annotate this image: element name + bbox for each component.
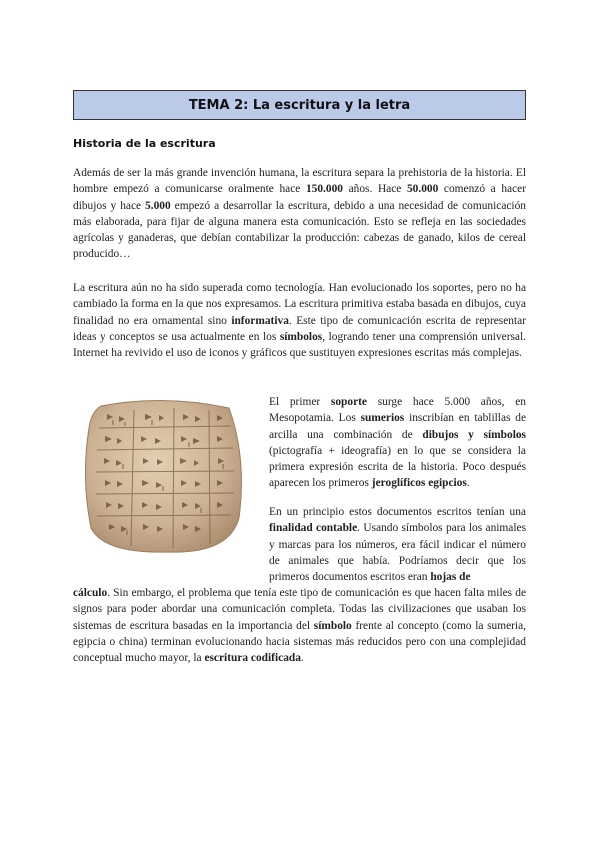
p1-bold-2: 50.000 <box>406 183 439 196</box>
p1-text-a: Además de ser la más grande invención humana, la escritura separa la prehistoria de la historia. El hombre empezó a comunicarse oralmente hace <box>73 167 526 196</box>
p5-text-d: . <box>300 652 304 665</box>
cuneiform-tablet-image <box>79 398 249 556</box>
p4-text-a: En un principio estos documentos escritos tenían una <box>269 506 526 518</box>
paragraph-2 <box>73 280 526 361</box>
paragraph-3 <box>269 394 526 492</box>
p2-bold-1: informativa <box>231 314 289 327</box>
p4-bold-1: finalidad contable <box>269 522 358 535</box>
p1-text-e: empezó a desarrollar la escritura, debido a una necesidad de comunicación más elaborada, para fijar de alguna manera esta comunicación. Esto se refleja en las sociedades agrícolas y ganaderas, que debían contabilizar la producción: cabezas de ganado, kilos de cereal producido… <box>73 199 526 261</box>
p3-text-a: El primer <box>269 396 331 408</box>
p5-text-a: . Sin embargo, el problema que tenía este tipo de comunicación es que hacen falta miles de signos para poder abordar una comunicación completa. Todas las civilizaciones que usaban los sistemas de escritura basadas en la importancia del <box>73 587 526 632</box>
section-heading: Historia de la escritura <box>73 137 216 150</box>
p5-bold-2: símbolo <box>313 619 352 632</box>
p4-bold-2: hojas de <box>430 571 471 584</box>
p2-bold-2: símbolos <box>279 330 323 343</box>
p1-bold-1: 150.000 <box>305 183 343 196</box>
p5-bold-3: escritura codificada <box>204 652 301 665</box>
p3-bold-3: dibujos y símbolos <box>422 428 526 441</box>
p3-text-c: surge hace 5.000 años, en Mesopotamia. Los <box>269 396 526 425</box>
p2-text-a: La escritura aún no ha sido superada como tecnología. Han evolucionado los soportes, pero no ha cambiado la forma en la que nos expresamos. La escritura primitiva estaba basada en dibujos, cuya finalidad no era ornamental sino <box>73 282 526 327</box>
p3-bold-1: soporte <box>330 396 367 408</box>
p3-text-e: (pictografía + ideografía) en lo que se considera la primera expresión escrita de la historia. Poco después aparecen los primeros <box>269 444 526 490</box>
page-title-box <box>73 90 526 120</box>
p1-bold-3: 5.000 <box>145 199 171 212</box>
p5-text-c: frente al concepto (como la sumeria, egipcia o china) terminan evolucionando hacia sistemas más reducidos pero con una complejidad conceptual mucho mayor, la <box>73 619 527 665</box>
p3-text-d: inscribían en tablillas de arcilla una combinación de <box>269 412 526 441</box>
p1-text-d: comenzó a hacer dibujos y hace <box>73 183 526 212</box>
paragraph-4 <box>269 504 526 585</box>
p1-text-c: años. Hace <box>342 183 407 196</box>
p4-text-c: . Usando símbolos para los animales y marcas para los números, era fácil indicar el número de animales que había. Podríamos decir que los primeros documentos escritos eran <box>269 522 526 584</box>
paragraph-5 <box>73 585 526 666</box>
paragraph-1 <box>73 165 526 263</box>
p5-bold-1: cálculo <box>73 587 108 599</box>
p2-text-d: , logrando tener una comprensión universal. Internet ha revivido el uso de iconos y gráficos que sustituyen expresiones escritas más complejas. <box>73 330 526 360</box>
p3-bold-2: sumerios <box>360 412 405 425</box>
p3-bold-4: jeroglíficos egipcios <box>371 477 467 490</box>
page-title: TEMA 2: La escritura y la letra <box>188 97 411 113</box>
p3-text-f: . <box>466 477 470 490</box>
p2-text-c: . Este tipo de comunicación escrita de representar ideas y conceptos se usa actualmente en los <box>73 314 526 343</box>
